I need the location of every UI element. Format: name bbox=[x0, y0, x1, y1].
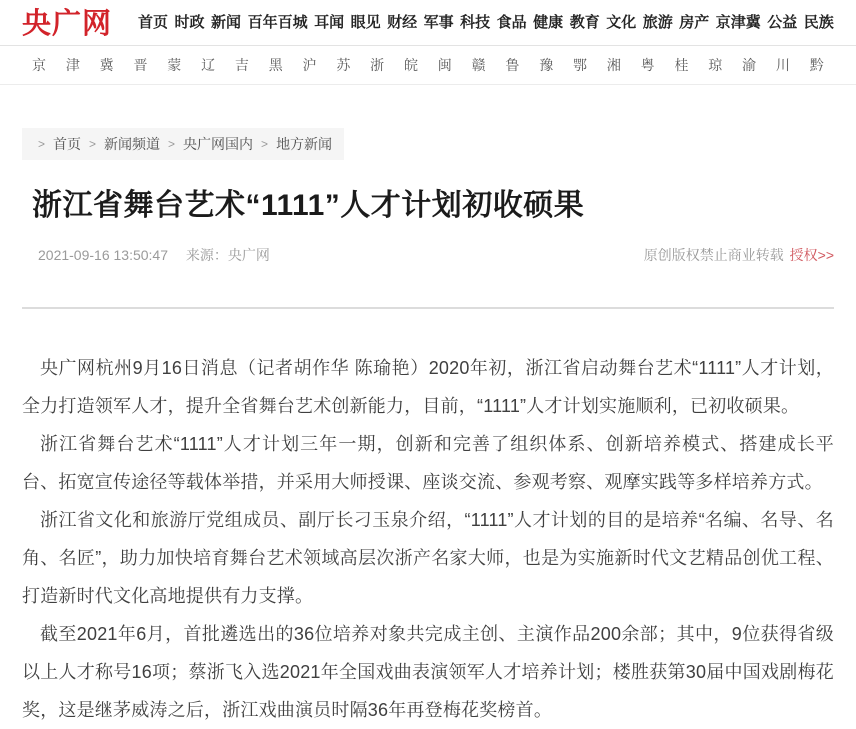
region-link[interactable]: 吉 bbox=[234, 57, 249, 73]
nav-item[interactable]: 公益 bbox=[767, 14, 798, 31]
region-link[interactable]: 蒙 bbox=[167, 57, 182, 73]
nav-item[interactable]: 耳闻 bbox=[314, 14, 345, 31]
region-bar bbox=[0, 46, 856, 85]
nav-item[interactable]: 食品 bbox=[496, 14, 527, 31]
source-label: 来源：央广网 bbox=[185, 246, 270, 263]
copyright-area bbox=[644, 245, 834, 265]
nav-item[interactable]: 健康 bbox=[533, 14, 564, 31]
license-link[interactable]: 授权>> bbox=[789, 246, 834, 263]
breadcrumb-item bbox=[81, 134, 160, 154]
article-title: 浙江省舞台艺术“1111”人才计划初收硕果 bbox=[32, 189, 585, 222]
copyright-notice: 原创版权禁止商业转载 bbox=[643, 246, 784, 263]
article-meta-row bbox=[22, 245, 834, 265]
top-navigation-bar bbox=[0, 0, 856, 46]
region-link[interactable]: 川 bbox=[775, 57, 790, 73]
nav-item[interactable]: 首页 bbox=[138, 14, 169, 31]
nav-item[interactable]: 百年百城 bbox=[247, 14, 308, 31]
region-link[interactable]: 冀 bbox=[99, 57, 114, 73]
region-link[interactable]: 京 bbox=[32, 57, 46, 73]
region-link[interactable]: 鄂 bbox=[573, 57, 587, 73]
breadcrumb-link[interactable]: 地方新闻 bbox=[276, 136, 333, 152]
nav-item[interactable]: 财经 bbox=[387, 14, 418, 31]
article-meta bbox=[38, 245, 270, 265]
nav-item[interactable]: 时政 bbox=[174, 14, 205, 31]
region-link[interactable]: 津 bbox=[65, 57, 80, 73]
breadcrumb-item bbox=[253, 134, 332, 154]
region-link[interactable]: 湘 bbox=[606, 57, 621, 73]
nav-item[interactable]: 文化 bbox=[606, 14, 637, 31]
divider bbox=[22, 307, 834, 309]
region-link[interactable]: 鲁 bbox=[505, 57, 520, 73]
region-link[interactable]: 豫 bbox=[539, 57, 554, 73]
breadcrumb-separator: > bbox=[89, 137, 97, 151]
breadcrumb-item bbox=[30, 134, 81, 154]
breadcrumb-separator: > bbox=[261, 137, 269, 151]
breadcrumb-link[interactable]: 新闻频道 bbox=[104, 136, 161, 152]
article-body bbox=[22, 349, 834, 729]
nav-item[interactable]: 科技 bbox=[460, 14, 491, 31]
breadcrumb bbox=[22, 128, 344, 160]
article-paragraph: 浙江省舞台艺术“1111”人才计划三年一期，创新和完善了组织体系、创新培养模式、搭建成长平台、拓宽宣传途径等载体举措，并采用大师授课、座谈交流、参观考察、观摩实践等多样培养方式。 bbox=[22, 433, 834, 492]
nav-menu bbox=[138, 11, 834, 32]
nav-item[interactable]: 教育 bbox=[569, 14, 600, 31]
breadcrumb-separator: > bbox=[168, 137, 176, 151]
article-paragraph: 截至2021年6月，首批遴选出的36位培养对象共完成主创、主演作品200余部；其中，9位获得省级以上人才称号16项；蔡浙飞入选2021年全国戏曲表演领军人才培养计划；楼胜获第30届中国戏剧梅花奖，这是继茅威涛之后，浙江戏曲演员时隔36年再登梅花奖榜首。 bbox=[22, 623, 834, 720]
region-link[interactable]: 浙 bbox=[370, 57, 385, 73]
region-link[interactable]: 黑 bbox=[268, 57, 283, 73]
region-link[interactable]: 桂 bbox=[674, 57, 689, 73]
breadcrumb-link[interactable]: 首页 bbox=[53, 136, 82, 152]
region-link[interactable]: 辽 bbox=[201, 57, 216, 73]
site-logo[interactable]: 央广网 bbox=[22, 8, 113, 40]
region-link[interactable]: 渝 bbox=[742, 57, 757, 73]
region-link[interactable]: 沪 bbox=[302, 57, 317, 73]
region-link[interactable]: 赣 bbox=[471, 57, 486, 73]
nav-item[interactable]: 军事 bbox=[423, 14, 454, 31]
nav-item[interactable]: 眼见 bbox=[350, 14, 381, 31]
article-paragraph: 央广网杭州9月16日消息（记者胡作华 陈瑜艳）2020年初，浙江省启动舞台艺术“1111”人才计划，全力打造领军人才，提升全省舞台艺术创新能力，目前，“1111”人才计划实施顺利，已初收硕果。 bbox=[22, 357, 834, 416]
nav-item[interactable]: 民族 bbox=[803, 14, 834, 31]
nav-item[interactable]: 旅游 bbox=[642, 14, 673, 31]
nav-item[interactable]: 京津冀 bbox=[715, 14, 761, 31]
region-link[interactable]: 闽 bbox=[437, 57, 452, 73]
breadcrumb-item bbox=[160, 134, 253, 154]
region-link[interactable]: 琼 bbox=[708, 57, 723, 73]
region-link[interactable]: 黔 bbox=[809, 57, 824, 73]
region-link[interactable]: 苏 bbox=[336, 57, 351, 73]
nav-item[interactable]: 房产 bbox=[679, 14, 710, 31]
region-link[interactable]: 皖 bbox=[403, 57, 418, 73]
region-link[interactable]: 晋 bbox=[133, 57, 148, 73]
article-page bbox=[0, 85, 856, 729]
article-paragraph: 浙江省文化和旅游厅党组成员、副厅长刁玉泉介绍，“1111”人才计划的目的是培养“名编、名导、名角、名匠”，助力加快培育舞台艺术领域高层次浙产名家大师，也是为实施新时代文艺精品创优工程、打造新时代文化高地提供有力支撑。 bbox=[22, 509, 834, 606]
region-link[interactable]: 粤 bbox=[640, 57, 655, 73]
nav-item[interactable]: 新闻 bbox=[211, 14, 242, 31]
publish-date: 2021-09-16 13:50:47 bbox=[38, 246, 168, 263]
breadcrumb-separator: > bbox=[38, 137, 46, 151]
breadcrumb-link[interactable]: 央广网国内 bbox=[183, 136, 254, 152]
